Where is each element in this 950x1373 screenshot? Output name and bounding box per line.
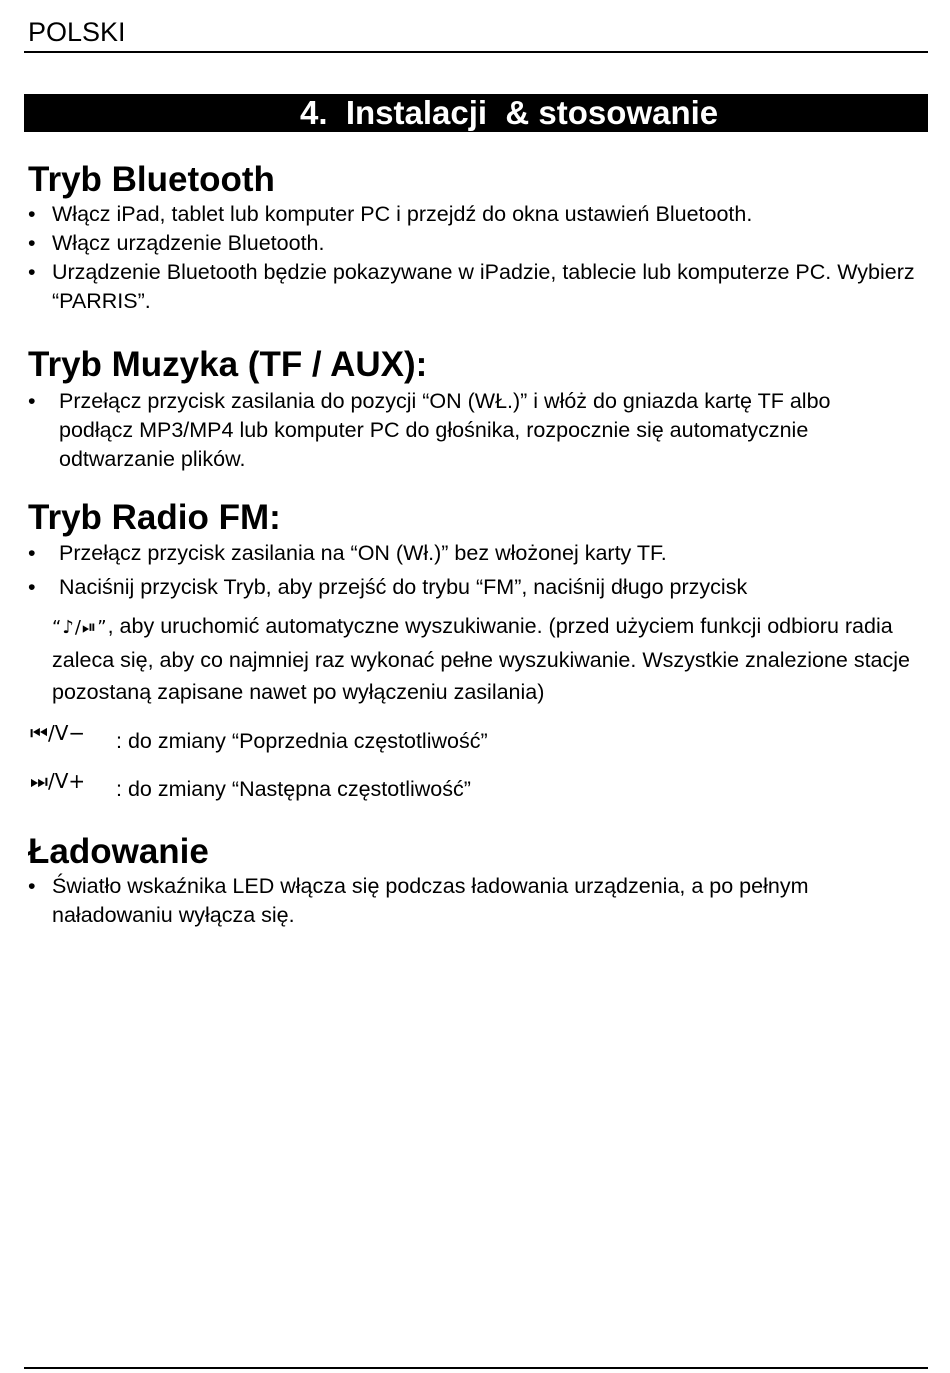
section-heading-charging: Ładowanie xyxy=(28,832,209,871)
section-music xyxy=(28,345,923,474)
radio-controls xyxy=(28,721,923,814)
control-row-previous xyxy=(28,721,923,766)
charging-list xyxy=(28,872,923,930)
list-item: • Włącz urządzenie Bluetooth. xyxy=(28,229,923,258)
bluetooth-list xyxy=(28,200,923,316)
header-divider xyxy=(24,51,928,53)
section-bluetooth xyxy=(28,160,923,316)
section-heading-bluetooth: Tryb Bluetooth xyxy=(28,160,275,199)
section-charging xyxy=(28,832,923,930)
music-list xyxy=(28,387,923,474)
list-item: • Przełącz przycisk zasilania na “ON (Wł.)” bez włożonej karty TF. xyxy=(28,536,923,570)
control-description: : do zmiany “Poprzednia częstotliwość” xyxy=(116,729,488,753)
footer-divider xyxy=(24,1367,928,1369)
previous-volume-down-icon: ⏮/V− xyxy=(30,721,86,745)
next-volume-up-icon: ⏭/V+ xyxy=(30,769,86,793)
radio-scan-instructions xyxy=(28,610,923,708)
section-heading-radio: Tryb Radio FM: xyxy=(28,498,281,537)
list-item: • Włącz iPad, tablet lub komputer PC i przejdź do okna ustawień Bluetooth. xyxy=(28,200,923,229)
control-row-next xyxy=(28,769,923,814)
list-item: • Przełącz przycisk zasilania do pozycji “ON (WŁ.)” i włóż do gniazda kartę TF albo podłącz MP3/MP4 lub komputer PC do głośnika, rozpocznie się automatycznie odtwarzanie plików. xyxy=(28,387,923,474)
section-radio xyxy=(28,498,923,814)
list-item: • Światło wskaźnika LED włącza się podczas ładowania urządzenia, a po pełnym naładowaniu wyłącza się. xyxy=(28,872,923,930)
chapter-title-bar xyxy=(24,94,928,132)
section-heading-music: Tryb Muzyka (TF / AUX): xyxy=(28,345,428,384)
chapter-title: 4. Instalacji & stosowanie xyxy=(300,94,719,131)
radio-list xyxy=(28,536,923,604)
list-item: • Naciśnij przycisk Tryb, aby przejść do trybu “FM”, naciśnij długo przycisk xyxy=(28,570,923,604)
radio-scan-text: , aby uruchomić automatyczne wyszukiwanie. (przed użyciem funkcji odbioru radia zaleca się, aby co najmniej raz wykonać pełne wyszukiwanie. Wszystkie znalezione stacje pozostaną zapisane nawet po wyłączeniu zasilania) xyxy=(52,614,910,704)
list-item: • Urządzenie Bluetooth będzie pokazywane w iPadzie, tablecie lub komputerze PC. Wybierz “PARRIS”. xyxy=(28,258,923,316)
language-label: POLSKI xyxy=(28,17,126,47)
control-description: : do zmiany “Następna częstotliwość” xyxy=(116,777,471,801)
play-pause-button-icon: “♪/⏯” xyxy=(52,617,108,638)
